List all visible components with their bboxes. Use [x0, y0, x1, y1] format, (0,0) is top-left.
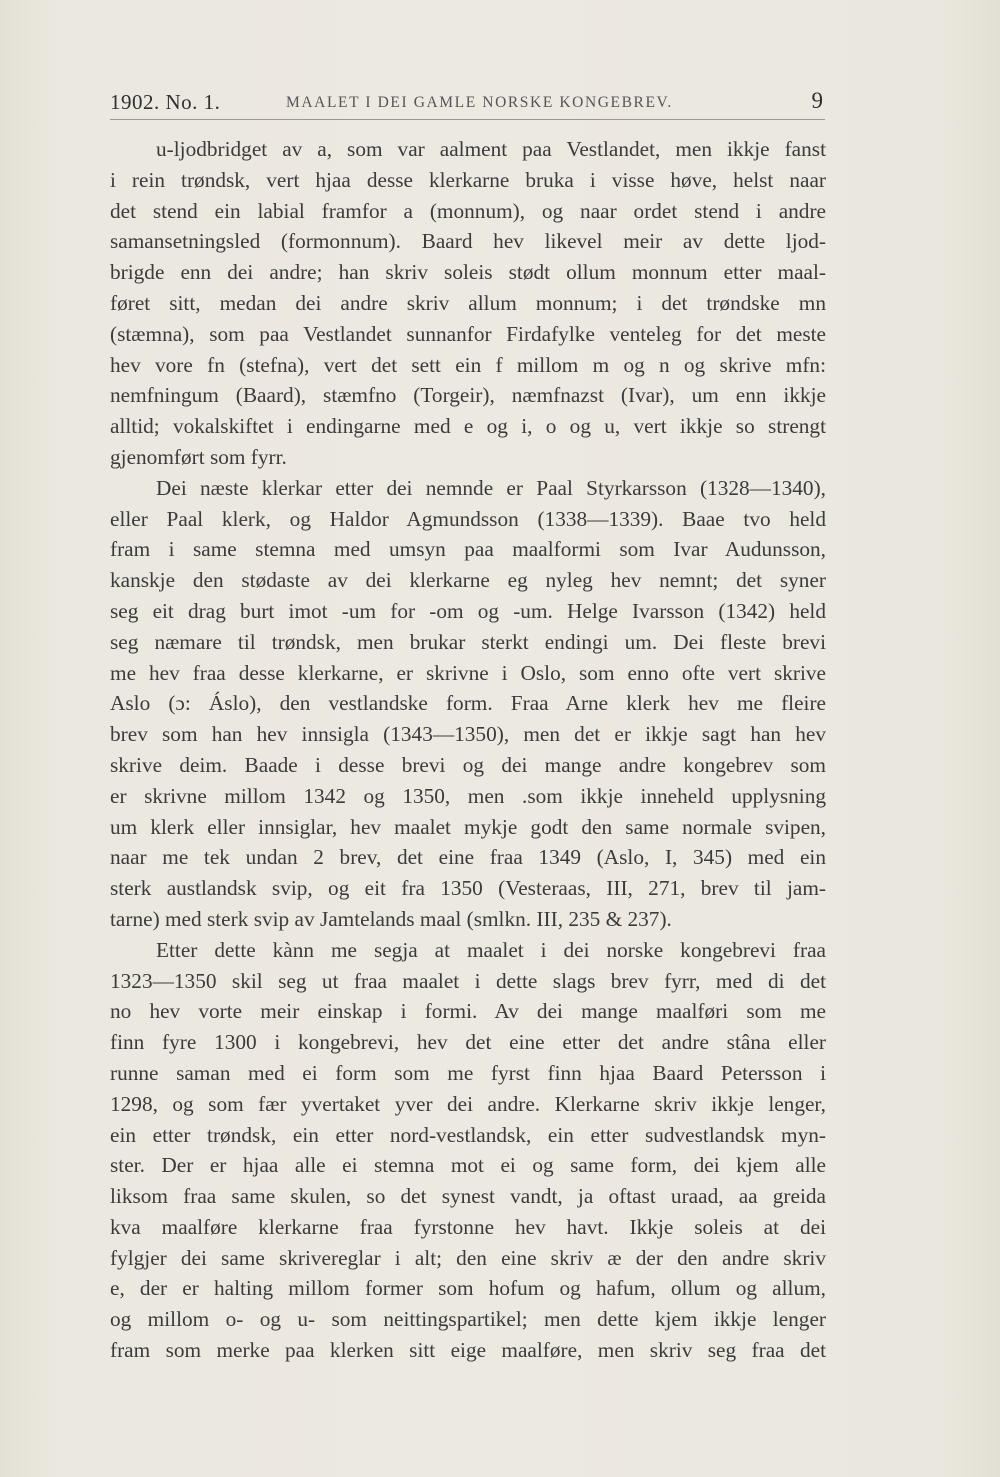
page-number: 9	[811, 88, 823, 113]
text-line: sterk austlandsk svip, og eit fra 1350 (Vesteraas, III, 271, brev til jam-	[110, 876, 826, 901]
text-line: og millom o- og u- som neittingspartikel; men dette kjem ikkje lenger	[110, 1307, 826, 1332]
header-title: MAALET I DEI GAMLE NORSKE KONGEBREV.	[286, 94, 673, 111]
text-line: kva maalføre klerkarne fraa fyrstonne hev havt. Ikkje soleis at dei	[110, 1214, 826, 1239]
text-line: det stend ein labial framfor a (monnum), og naar ordet stend i andre	[110, 198, 826, 223]
text-line: 1323—1350 skil seg ut fraa maalet i dette slags brev fyrr, med di det	[110, 968, 826, 993]
text-line: no hev vorte meir einskap i formi. Av dei mange maalføri som me	[110, 999, 826, 1024]
text-line: ster. Der er hjaa alle ei stemna mot ei og same form, dei kjem alle	[110, 1153, 826, 1178]
text-line: liksom fraa same skulen, so det synest vandt, ja oftast uraad, aa greida	[110, 1184, 826, 1209]
text-line: i rein trøndsk, vert hjaa desse klerkarne bruka i visse høve, helst naar	[110, 167, 826, 192]
text-line: fram i same stemna med umsyn paa maalformi som Ivar Audunsson,	[110, 537, 826, 562]
text-line: finn fyre 1300 i kongebrevi, hev det eine etter det andre stâna eller	[110, 1030, 826, 1055]
text-line: er skrivne millom 1342 og 1350, men .som ikkje inneheld upplysning	[110, 783, 826, 808]
text-line: ein etter trøndsk, ein etter nord-vestlandsk, ein etter sudvestlandsk myn-	[110, 1122, 826, 1147]
body-text	[110, 134, 826, 1366]
text-line: Etter dette kànn me segja at maalet i dei norske kongebrevi fraa	[156, 937, 826, 962]
text-line: um klerk eller innsiglar, hev maalet mykje godt den same normale svipen,	[110, 814, 826, 839]
text-line: tarne) med sterk svip av Jamtelands maal (smlkn. III, 235 & 237).	[110, 906, 672, 931]
text-line: seg næmare til trøndsk, men brukar sterkt endingi um. Dei fleste brevi	[110, 629, 826, 654]
text-line: 1298, og som fær yvertaket yver dei andre. Klerkarne skriv ikkje lenger,	[110, 1091, 826, 1116]
text-line: nemfningum (Baard), stæmfno (Torgeir), næmfnazst (Ivar), um enn ikkje	[110, 383, 826, 408]
text-line: samansetningsled (formonnum). Baard hev likevel meir av dette ljod-	[110, 229, 826, 254]
text-line: føret sitt, medan dei andre skriv allum monnum; i det trøndske mn	[110, 290, 826, 315]
text-line: alltid; vokalskiftet i endingarne med e og i, o og u, vert ikkje so strengt	[110, 414, 826, 439]
text-line: kanskje den stødaste av dei klerkarne eg nyleg hev nemnt; det syner	[110, 568, 826, 593]
text-line: me hev fraa desse klerkarne, er skrivne i Oslo, som enno ofte vert skrive	[110, 660, 826, 685]
text-line: seg eit drag burt imot -um for -om og -um. Helge Ivarsson (1342) held	[110, 598, 826, 623]
text-line: (stæmna), som paa Vestlandet sunnanfor Firdafylke venteleg for det meste	[110, 321, 826, 346]
text-line: fylgjer dei same skrivereglar i alt; den eine skriv æ der den andre skriv	[110, 1245, 826, 1270]
text-line: brev som han hev innsigla (1343—1350), men det er ikkje sagt han hev	[110, 722, 826, 747]
header-rule	[110, 119, 825, 120]
text-line: Aslo (ɔ: Áslo), den vestlandske form. Fraa Arne klerk hev me fleire	[110, 691, 826, 716]
running-header	[110, 88, 825, 122]
text-line: fram som merke paa klerken sitt eige maalføre, men skriv seg fraa det	[110, 1338, 826, 1363]
text-line: brigde enn dei andre; han skriv soleis stødt ollum monnum etter maal-	[110, 260, 826, 285]
text-line: e, der er halting millom former som hofum og hafum, ollum og allum,	[110, 1276, 826, 1301]
text-line: u-ljodbridget av a, som var aalment paa Vestlandet, men ikkje fanst	[156, 137, 826, 161]
text-line: gjenomført som fyrr.	[110, 444, 287, 469]
text-line: skrive deim. Baade i desse brevi og dei mange andre kongebrev som	[110, 752, 826, 777]
text-line: eller Paal klerk, og Haldor Agmundsson (1338—1339). Baae tvo held	[110, 506, 826, 531]
text-line: runne saman med ei form som me fyrst finn hjaa Baard Petersson i	[110, 1060, 826, 1085]
text-line: hev vore fn (stefna), vert det sett ein f millom m og n og skrive mfn:	[110, 352, 826, 377]
header-volume: 1902. No. 1.	[110, 90, 221, 114]
text-line: naar me tek undan 2 brev, det eine fraa 1349 (Aslo, I, 345) med ein	[110, 845, 826, 870]
text-line: Dei næste klerkar etter dei nemnde er Paal Styrkarsson (1328—1340),	[156, 475, 826, 500]
